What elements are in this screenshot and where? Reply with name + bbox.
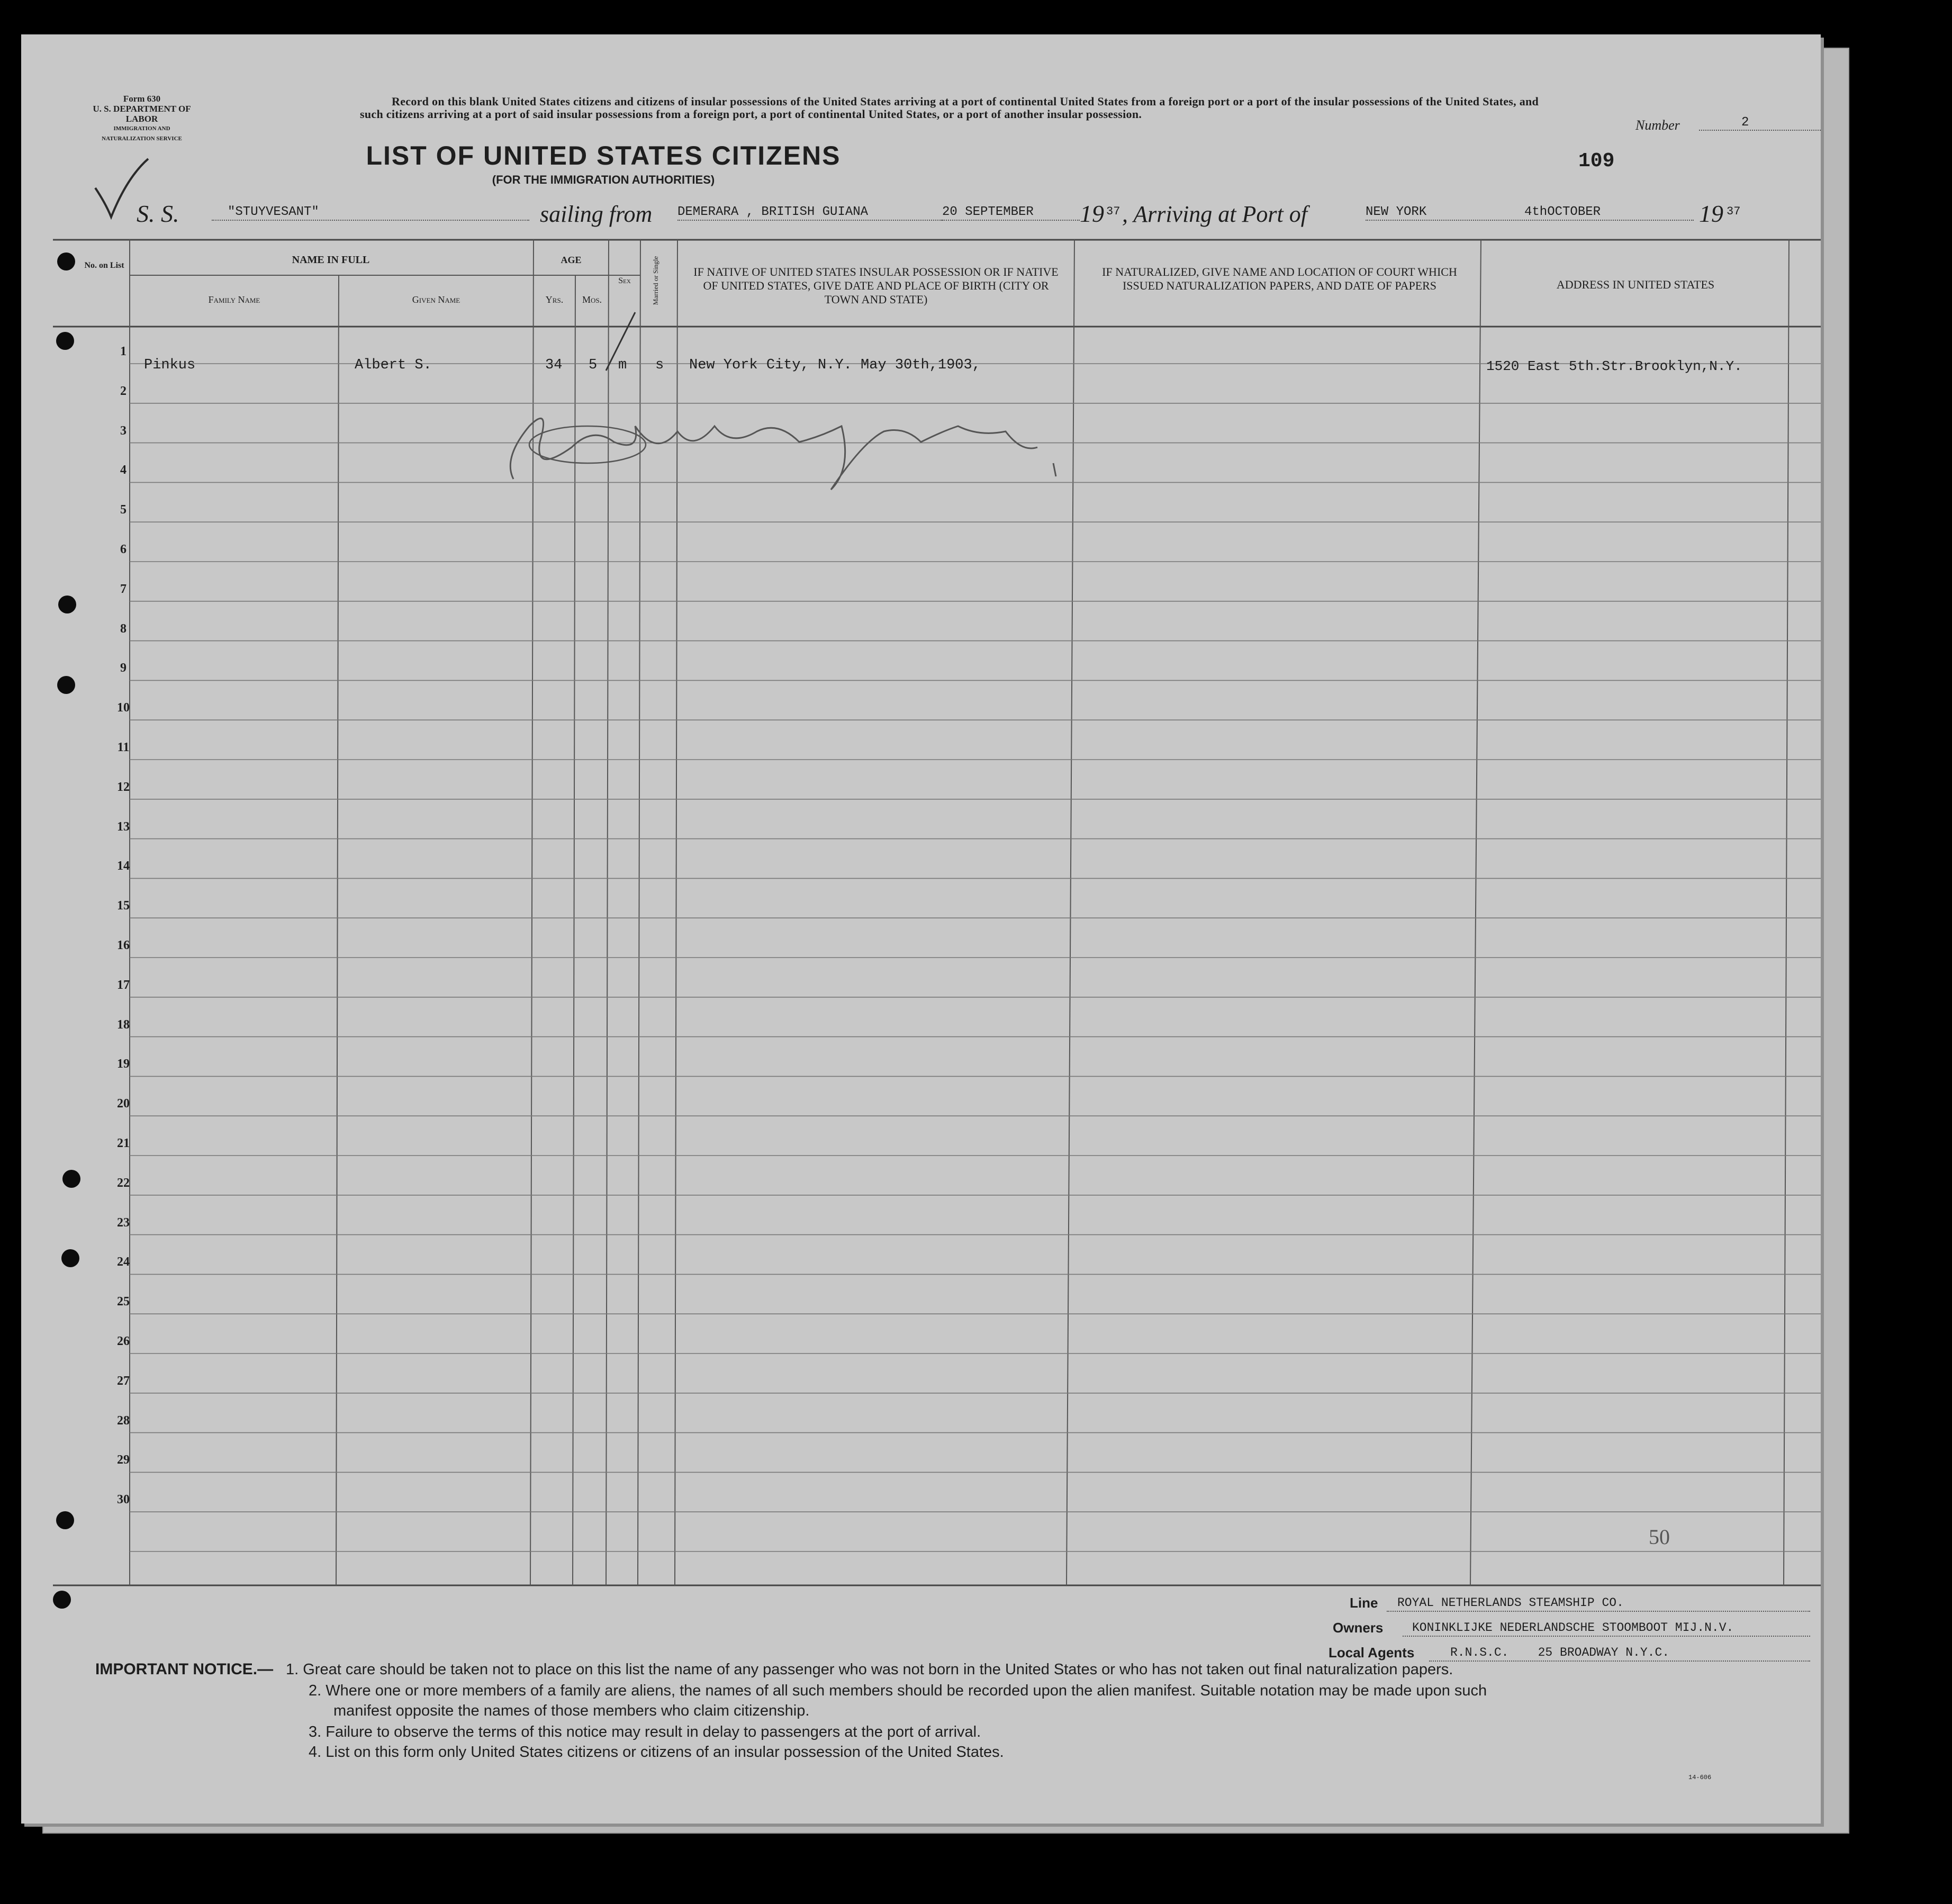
header-married: Married or Single — [652, 256, 659, 305]
row-number: 6 — [120, 543, 126, 556]
sailing-label: sailing from — [540, 201, 653, 227]
row-number: 3 — [120, 423, 126, 438]
line-value: ROYAL NETHERLANDS STEAMSHIP CO. — [1397, 1596, 1624, 1610]
row-number: 21 — [117, 1136, 130, 1150]
entry-birth: New York City, N.Y. May 30th,1903, — [689, 357, 981, 373]
header-no: No. on List — [84, 261, 124, 270]
punch-hole — [62, 1170, 80, 1188]
punch-hole — [61, 1249, 79, 1267]
from-year: 37 — [1106, 205, 1120, 218]
arrival-date: 4thOCTOBER — [1524, 205, 1601, 219]
entry-family-name: Pinkus — [144, 357, 196, 373]
row-number: 11 — [117, 741, 130, 754]
number-label: Number — [1635, 118, 1680, 133]
row-number: 28 — [117, 1413, 130, 1428]
notice-item-4: 4. List on this form only United States citizens or citizens of an insular possession of the United States. — [309, 1744, 1004, 1761]
row-number: 26 — [117, 1334, 130, 1348]
punch-hole — [58, 595, 76, 613]
page-title: LIST OF UNITED STATES CITIZENS — [366, 141, 841, 170]
service: IMMIGRATION AND NATURALIZATION SERVICE — [102, 125, 182, 142]
row-number: 27 — [117, 1374, 130, 1388]
form-id: Form 630 — [123, 94, 161, 104]
row-number: 7 — [120, 582, 126, 596]
from-port: DEMERARA , BRITISH GUIANA — [677, 205, 869, 219]
manifest-sheet — [21, 34, 1821, 1824]
header-family-name: Family Name — [208, 294, 260, 305]
entry-marital: s — [655, 357, 664, 373]
notice-item-2: 2. Where one or more members of a family are aliens, the names of all such members should be recorded upon the alien manifest. Suitable notation may be made upon such — [309, 1682, 1487, 1699]
page-number: 50 — [1649, 1525, 1670, 1549]
row-number: 4 — [120, 463, 126, 477]
row-number: 16 — [117, 939, 130, 952]
row-number: 9 — [120, 661, 126, 675]
header-name-in-full: NAME IN FULL — [292, 254, 370, 266]
row-number: 2 — [120, 384, 126, 398]
punch-hole — [57, 676, 75, 694]
arrival-year-prefix: 19 — [1699, 200, 1723, 227]
header-sex: Sex — [618, 276, 631, 285]
owners-underline — [1403, 1636, 1810, 1637]
row-number: 30 — [117, 1493, 130, 1507]
row-number: 1 — [120, 345, 126, 358]
row-number: 10 — [117, 701, 130, 715]
notice-heading: IMPORTANT NOTICE.— — [95, 1661, 274, 1678]
row-number: 23 — [117, 1215, 130, 1230]
row-number: 5 — [120, 503, 126, 517]
owners-label: Owners — [1333, 1620, 1384, 1636]
ship-name: "STUYVESANT" — [228, 205, 319, 219]
from-date: 20 SEPTEMBER — [942, 205, 1034, 219]
signature-scribble-icon — [482, 394, 1090, 500]
row-number: 12 — [117, 780, 130, 794]
page-subtitle: (FOR THE IMMIGRATION AUTHORITIES) — [492, 173, 715, 186]
stamp-number: 109 — [1578, 150, 1615, 173]
row-number: 13 — [117, 819, 130, 834]
row-number: 19 — [117, 1057, 130, 1071]
department: U. S. DEPARTMENT OF LABOR — [93, 104, 191, 124]
punch-hole — [57, 252, 75, 270]
row-number: 17 — [117, 978, 130, 992]
line-underline — [1387, 1611, 1810, 1612]
agents-label: Local Agents — [1329, 1645, 1415, 1661]
from-year-prefix: 19 — [1080, 200, 1104, 227]
arrival-year: 37 — [1727, 205, 1741, 218]
line-label: Line — [1350, 1595, 1378, 1611]
entry-mos: 5 — [589, 357, 598, 373]
entry-given-name: Albert S. — [355, 357, 432, 373]
row-number: 22 — [117, 1176, 130, 1190]
header-given-name: Given Name — [412, 294, 460, 305]
arriving-label: , Arriving at Port of — [1122, 201, 1307, 227]
notice-item-3: 3. Failure to observe the terms of this notice may result in delay to passengers at the port of arrival. — [309, 1723, 981, 1740]
row-number: 24 — [117, 1255, 130, 1269]
entry-yrs: 34 — [545, 357, 563, 373]
header-mos: Mos. — [582, 294, 602, 305]
notice-item-2-cont: manifest opposite the names of those members who claim citizenship. — [333, 1702, 810, 1719]
header-naturalized: IF NATURALIZED, GIVE NAME AND LOCATION OF COURT WHICH ISSUED NATURALIZATION PAPERS, AND DATE OF PAPERS — [1102, 265, 1457, 292]
header-yrs: Yrs. — [545, 294, 564, 305]
punch-hole — [53, 1591, 71, 1609]
number-value: 2 — [1741, 115, 1749, 130]
row-number: 15 — [117, 899, 130, 913]
header-native: IF NATIVE OF UNITED STATES INSULAR POSSESSION OR IF NATIVE OF UNITED STATES, GIVE DATE AND PLACE OF BIRTH (CITY OR TOWN AND STATE) — [693, 265, 1059, 306]
agents-value: R.N.S.C. 25 BROADWAY N.Y.C. — [1450, 1646, 1670, 1659]
notice-item-1: 1. Great care should be taken not to place on this list the name of any passenger who was not born in the United States or who has not taken out final naturalization papers. — [286, 1661, 1453, 1678]
row-number: 14 — [117, 859, 130, 873]
form-code: 14-606 — [1688, 1774, 1712, 1781]
row-number: 8 — [120, 621, 126, 636]
ss-label: S. S. — [137, 200, 179, 227]
pencil-mark-icon — [598, 310, 640, 373]
entry-sex: m — [618, 357, 627, 373]
arrival-port: NEW YORK — [1366, 205, 1427, 219]
punch-hole — [56, 332, 74, 350]
row-number: 25 — [117, 1295, 130, 1309]
owners-value: KONINKLIJKE NEDERLANDSCHE STOOMBOOT MIJ.N.V. — [1412, 1621, 1734, 1635]
row-number: 20 — [117, 1097, 130, 1111]
entry-address: 1520 East 5th.Str.Brooklyn,N.Y. — [1486, 358, 1742, 374]
header-address: ADDRESS IN UNITED STATES — [1556, 278, 1715, 291]
header-age: AGE — [561, 255, 582, 265]
punch-hole — [56, 1511, 74, 1529]
row-number: 29 — [117, 1453, 130, 1467]
instructions: Record on this blank United States citizens and citizens of insular possessions of the United States arriving at a port of continental United States from a foreign port or a port of the insular possessions of the United States, and such citizens arriving at a port of said insular possessions from a foreign port, a port of continental United States, or a port of another insular possession. — [360, 95, 1539, 121]
row-number: 18 — [117, 1017, 130, 1032]
